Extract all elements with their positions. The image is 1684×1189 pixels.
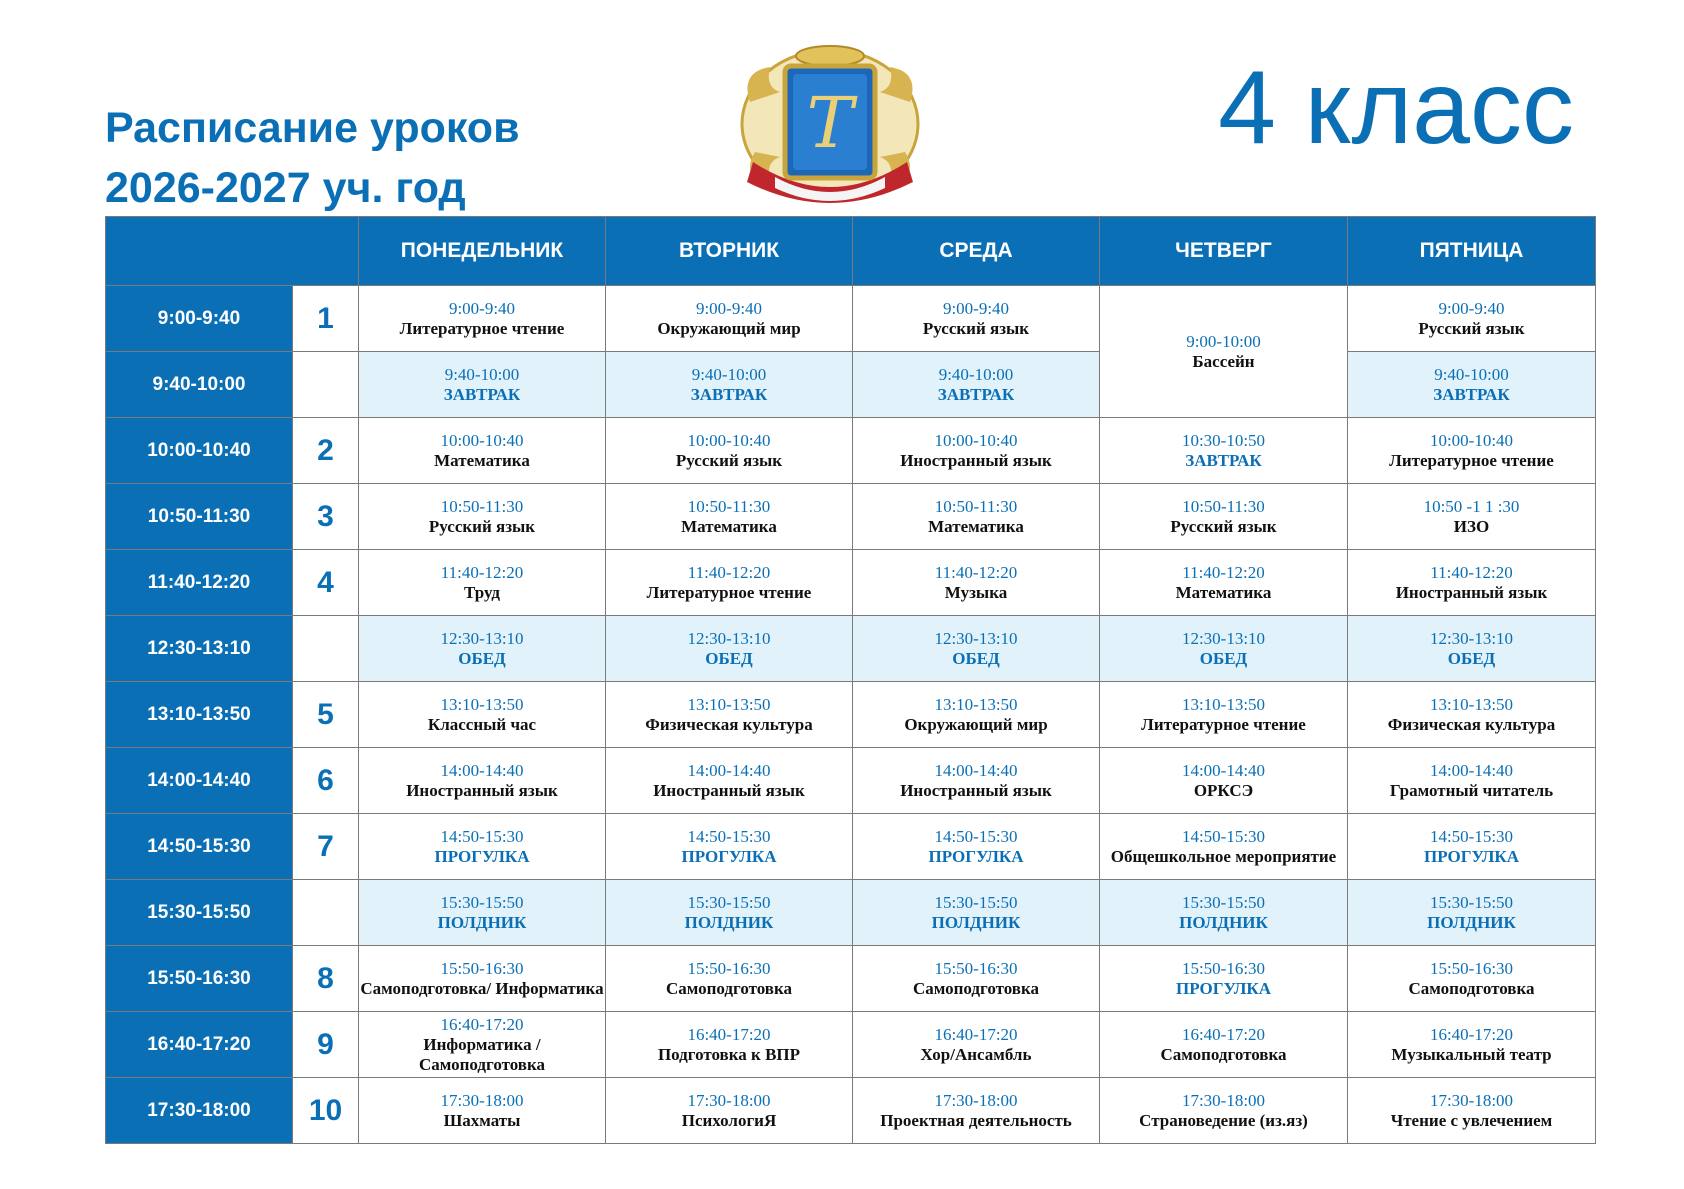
cell-tuesday [606, 1078, 853, 1144]
cell-subject: ПОЛДНИК [1179, 912, 1268, 932]
cell-time: 15:30-15:50 [934, 892, 1018, 912]
cell-subject: ИЗО [1453, 516, 1490, 536]
cell-time: 15:30-15:50 [1429, 892, 1514, 912]
lesson-number: 8 [293, 946, 359, 1012]
cell-time: 11:40-12:20 [1430, 562, 1513, 582]
cell-tuesday [606, 484, 853, 550]
cell-time: 17:30-18:00 [934, 1090, 1018, 1110]
cell-friday [1348, 484, 1596, 550]
cell-subject: Русский язык [922, 318, 1030, 338]
cell-time: 14:00-14:40 [687, 760, 771, 780]
day-header-thursday: ЧЕТВЕРГ [1100, 217, 1348, 286]
cell-tuesday [606, 946, 853, 1012]
cell-time: 11:40-12:20 [1182, 562, 1265, 582]
cell-time: 14:50-15:30 [440, 826, 524, 846]
cell-subject: Бассейн [1192, 351, 1255, 371]
cell-thursday [1100, 550, 1348, 616]
cell-time: 12:30-13:10 [1181, 628, 1266, 648]
cell-subject: Русский язык [428, 516, 536, 536]
header-row [106, 217, 1596, 286]
page-title [105, 98, 520, 218]
cell-time: 12:30-13:10 [934, 628, 1018, 648]
cell-time: 10:00-10:40 [934, 430, 1018, 450]
table-row [106, 1012, 1596, 1078]
table-row [106, 484, 1596, 550]
cell-time: 9:40-10:00 [691, 364, 767, 384]
cell-wednesday [853, 946, 1100, 1012]
cell-subject: Общешкольное мероприятие [1110, 846, 1337, 866]
row-time: 15:50-16:30 [106, 946, 293, 1012]
cell-tuesday [606, 814, 853, 880]
day-header-wednesday: СРЕДА [853, 217, 1100, 286]
cell-subject: Иностранный язык [900, 450, 1052, 470]
cell-time: 10:50-11:30 [440, 496, 524, 516]
cell-tuesday [606, 880, 853, 946]
svg-text:T: T [806, 82, 854, 164]
cell-subject: Информатика / Самоподготовка [418, 1034, 546, 1074]
schedule-table [105, 216, 1596, 1144]
cell-time: 14:50-15:30 [1181, 826, 1266, 846]
cell-subject: ПРОГУЛКА [434, 846, 530, 866]
cell-thursday [1100, 1078, 1348, 1144]
cell-time: 12:30-13:10 [687, 628, 771, 648]
cell-time: 15:30-15:50 [687, 892, 771, 912]
cell-subject: Математика [1175, 582, 1272, 602]
corner-cell [106, 217, 359, 286]
cell-subject: ЗАВТРАК [1433, 384, 1510, 404]
cell-time: 14:00-14:40 [1429, 760, 1514, 780]
lesson-number: 9 [293, 1012, 359, 1078]
cell-subject: Математика [681, 516, 777, 536]
cell-time: 14:00-14:40 [440, 760, 524, 780]
cell-subject: Окружающий мир [657, 318, 801, 338]
table-row [106, 748, 1596, 814]
cell-time: 16:40-17:20 [440, 1014, 524, 1034]
cell-subject: Русский язык [1418, 318, 1525, 338]
cell-time: 17:30-18:00 [1181, 1090, 1266, 1110]
cell-subject: ЗАВТРАК [937, 384, 1015, 404]
cell-subject: Страноведение (из.яз) [1139, 1110, 1308, 1130]
cell-friday [1348, 418, 1596, 484]
cell-subject: Самоподготовка [1160, 1044, 1287, 1064]
cell-wednesday [853, 748, 1100, 814]
lesson-number: 5 [293, 682, 359, 748]
cell-subject: Физическая культура [1387, 714, 1556, 734]
cell-time: 17:30-18:00 [687, 1090, 771, 1110]
cell-time: 9:40-10:00 [938, 364, 1014, 384]
row-time: 10:50-11:30 [106, 484, 293, 550]
cell-friday [1348, 286, 1596, 352]
lesson-number: 4 [293, 550, 359, 616]
cell-subject: Русский язык [675, 450, 783, 470]
row-time: 15:30-15:50 [106, 880, 293, 946]
row-time: 14:00-14:40 [106, 748, 293, 814]
cell-wednesday [853, 1012, 1100, 1078]
cell-subject: ПРОГУЛКА [1175, 978, 1272, 998]
cell-wednesday [853, 1078, 1100, 1144]
cell-time: 12:30-13:10 [440, 628, 524, 648]
title-line-1: Расписание уроков [105, 104, 520, 152]
cell-time: 11:40-12:20 [934, 562, 1018, 582]
cell-time: 10:30-10:50 [1181, 430, 1266, 450]
cell-time: 14:50-15:30 [934, 826, 1018, 846]
cell-thursday [1100, 748, 1348, 814]
cell-subject: Литературное чтение [1141, 714, 1306, 734]
day-header-friday: ПЯТНИЦА [1348, 217, 1596, 286]
cell-thursday [1100, 418, 1348, 484]
cell-friday [1348, 1078, 1596, 1144]
cell-monday [359, 418, 606, 484]
cell-subject: Литературное чтение [646, 582, 812, 602]
cell-monday [359, 1012, 606, 1078]
cell-time: 10:50-11:30 [1182, 496, 1265, 516]
cell-time: 9:40-10:00 [1434, 364, 1509, 384]
cell-friday [1348, 814, 1596, 880]
cell-thursday [1100, 814, 1348, 880]
cell-time: 9:00-9:40 [1438, 298, 1505, 318]
cell-time: 15:50-16:30 [1429, 958, 1514, 978]
lesson-number [293, 352, 359, 418]
cell-time: 14:00-14:40 [934, 760, 1018, 780]
cell-time: 13:10-13:50 [1429, 694, 1514, 714]
cell-subject: ПОЛДНИК [931, 912, 1021, 932]
cell-wednesday [853, 286, 1100, 352]
cell-wednesday [853, 550, 1100, 616]
cell-monday [359, 814, 606, 880]
cell-subject: Математика [928, 516, 1024, 536]
cell-subject: Музыка [944, 582, 1008, 602]
cell-time: 9:00-9:40 [448, 298, 516, 318]
cell-tuesday [606, 418, 853, 484]
cell-wednesday [853, 418, 1100, 484]
row-time: 13:10-13:50 [106, 682, 293, 748]
cell-time: 10:00-10:40 [1429, 430, 1514, 450]
table-row [106, 1078, 1596, 1144]
cell-time: 16:40-17:20 [934, 1024, 1018, 1044]
cell-subject: ОБЕД [458, 648, 506, 668]
lesson-number: 10 [293, 1078, 359, 1144]
cell-subject: ПРОГУЛКА [681, 846, 777, 866]
row-time: 11:40-12:20 [106, 550, 293, 616]
cell-subject: ЗАВТРАК [690, 384, 768, 404]
cell-subject: Иностранный язык [653, 780, 805, 800]
cell-time: 13:10-13:50 [687, 694, 771, 714]
cell-subject: Классный час [427, 714, 537, 734]
cell-subject: Проектная деятельность [880, 1110, 1072, 1130]
cell-time: 12:30-13:10 [1429, 628, 1514, 648]
lesson-number: 6 [293, 748, 359, 814]
cell-subject: Самоподготовка/ Информатика [360, 978, 604, 998]
cell-subject: ОБЕД [1199, 648, 1248, 668]
cell-monday [359, 286, 606, 352]
cell-thursday [1100, 286, 1348, 418]
cell-time: 17:30-18:00 [440, 1090, 524, 1110]
cell-tuesday [606, 682, 853, 748]
cell-subject: Труд [464, 582, 500, 602]
lesson-number: 1 [293, 286, 359, 352]
table-row [106, 814, 1596, 880]
table-row [106, 946, 1596, 1012]
table-row [106, 550, 1596, 616]
lesson-number [293, 880, 359, 946]
cell-wednesday [853, 814, 1100, 880]
cell-monday [359, 484, 606, 550]
cell-time: 10:50 -1 1 :30 [1423, 496, 1520, 516]
cell-monday [359, 1078, 606, 1144]
cell-thursday [1100, 880, 1348, 946]
cell-time: 15:50-16:30 [934, 958, 1018, 978]
cell-wednesday [853, 616, 1100, 682]
cell-time: 16:40-17:20 [1429, 1024, 1514, 1044]
cell-time: 9:40-10:00 [444, 364, 520, 384]
cell-time: 13:10-13:50 [934, 694, 1018, 714]
cell-tuesday [606, 286, 853, 352]
lesson-number [293, 616, 359, 682]
cell-subject: Иностранный язык [406, 780, 558, 800]
cell-time: 10:50-11:30 [687, 496, 771, 516]
cell-friday [1348, 946, 1596, 1012]
cell-time: 14:50-15:30 [687, 826, 771, 846]
table-row [106, 418, 1596, 484]
cell-subject: Шахматы [443, 1110, 521, 1130]
cell-subject: Грамотный читатель [1389, 780, 1554, 800]
cell-time: 15:50-16:30 [1181, 958, 1266, 978]
cell-time: 15:50-16:30 [687, 958, 771, 978]
cell-time: 15:50-16:30 [440, 958, 524, 978]
cell-time: 11:40-12:20 [687, 562, 771, 582]
cell-monday [359, 616, 606, 682]
cell-friday [1348, 1012, 1596, 1078]
cell-subject: ПсихологиЯ [681, 1110, 777, 1130]
cell-time: 10:50-11:30 [934, 496, 1018, 516]
cell-subject: ОРКСЭ [1193, 780, 1254, 800]
cell-friday [1348, 682, 1596, 748]
cell-subject: ОБЕД [1447, 648, 1496, 668]
cell-subject: ОБЕД [952, 648, 1000, 668]
cell-tuesday [606, 616, 853, 682]
cell-subject: Самоподготовка [665, 978, 793, 998]
cell-subject: Иностранный язык [1395, 582, 1548, 602]
day-header-monday: ПОНЕДЕЛЬНИК [359, 217, 606, 286]
table-row [106, 352, 1596, 418]
school-crest-logo [735, 42, 925, 210]
cell-subject: ОБЕД [705, 648, 753, 668]
cell-subject: Русский язык [1170, 516, 1277, 536]
table-row [106, 880, 1596, 946]
cell-thursday [1100, 484, 1348, 550]
cell-thursday [1100, 682, 1348, 748]
cell-monday [359, 880, 606, 946]
cell-subject: Физическая культура [645, 714, 813, 734]
lesson-number: 2 [293, 418, 359, 484]
cell-time: 14:00-14:40 [1181, 760, 1266, 780]
cell-subject: Музыкальный театр [1391, 1044, 1552, 1064]
cell-time: 10:00-10:40 [440, 430, 524, 450]
row-time: 9:40-10:00 [106, 352, 293, 418]
cell-tuesday [606, 352, 853, 418]
cell-subject: Подготовка к ВПР [657, 1044, 801, 1064]
cell-time: 10:00-10:40 [687, 430, 771, 450]
cell-friday [1348, 550, 1596, 616]
row-time: 14:50-15:30 [106, 814, 293, 880]
cell-wednesday [853, 352, 1100, 418]
cell-time: 17:30-18:00 [1429, 1090, 1514, 1110]
cell-time: 16:40-17:20 [1181, 1024, 1266, 1044]
cell-monday [359, 682, 606, 748]
row-time: 17:30-18:00 [106, 1078, 293, 1144]
cell-thursday [1100, 1012, 1348, 1078]
cell-monday [359, 352, 606, 418]
cell-subject: Окружающий мир [904, 714, 1048, 734]
cell-friday [1348, 748, 1596, 814]
row-time: 10:00-10:40 [106, 418, 293, 484]
cell-subject: Хор/Ансамбль [920, 1044, 1032, 1064]
cell-subject: Математика [434, 450, 530, 470]
table-row [106, 286, 1596, 352]
cell-friday [1348, 880, 1596, 946]
row-time: 16:40-17:20 [106, 1012, 293, 1078]
cell-tuesday [606, 1012, 853, 1078]
row-time: 12:30-13:10 [106, 616, 293, 682]
day-header-tuesday: ВТОРНИК [606, 217, 853, 286]
cell-tuesday [606, 748, 853, 814]
row-time: 9:00-9:40 [106, 286, 293, 352]
cell-time: 13:10-13:50 [440, 694, 524, 714]
cell-time: 13:10-13:50 [1181, 694, 1266, 714]
cell-monday [359, 748, 606, 814]
cell-time: 9:00-10:00 [1186, 331, 1261, 351]
cell-subject: ПРОГУЛКА [1423, 846, 1520, 866]
cell-subject: Литературное чтение [1389, 450, 1554, 470]
cell-subject: ЗАВТРАК [443, 384, 521, 404]
cell-time: 9:00-9:40 [942, 298, 1010, 318]
cell-subject: ЗАВТРАК [1185, 450, 1262, 470]
cell-thursday [1100, 946, 1348, 1012]
table-row [106, 682, 1596, 748]
cell-time: 15:30-15:50 [1181, 892, 1266, 912]
table-row [106, 616, 1596, 682]
cell-time: 16:40-17:20 [687, 1024, 771, 1044]
cell-wednesday [853, 682, 1100, 748]
cell-subject: Литературное чтение [399, 318, 565, 338]
cell-subject: ПОЛДНИК [684, 912, 774, 932]
grade-label: 4 класс [1218, 50, 1574, 166]
cell-time: 15:30-15:50 [440, 892, 524, 912]
cell-subject: Самоподготовка [912, 978, 1040, 998]
cell-monday [359, 550, 606, 616]
cell-subject: ПОЛДНИК [437, 912, 527, 932]
cell-subject: ПОЛДНИК [1427, 912, 1516, 932]
cell-subject: Иностранный язык [900, 780, 1052, 800]
cell-time: 9:00-9:40 [695, 298, 763, 318]
cell-subject: Самоподготовка [1408, 978, 1535, 998]
cell-friday [1348, 352, 1596, 418]
title-line-2: 2026-2027 уч. год [105, 164, 466, 212]
cell-monday [359, 946, 606, 1012]
cell-wednesday [853, 484, 1100, 550]
cell-time: 11:40-12:20 [440, 562, 524, 582]
cell-subject: ПРОГУЛКА [928, 846, 1024, 866]
cell-time: 14:50-15:30 [1429, 826, 1514, 846]
cell-friday [1348, 616, 1596, 682]
cell-subject: Чтение с увлечением [1390, 1110, 1553, 1130]
lesson-number: 7 [293, 814, 359, 880]
lesson-number: 3 [293, 484, 359, 550]
cell-thursday [1100, 616, 1348, 682]
cell-tuesday [606, 550, 853, 616]
cell-wednesday [853, 880, 1100, 946]
